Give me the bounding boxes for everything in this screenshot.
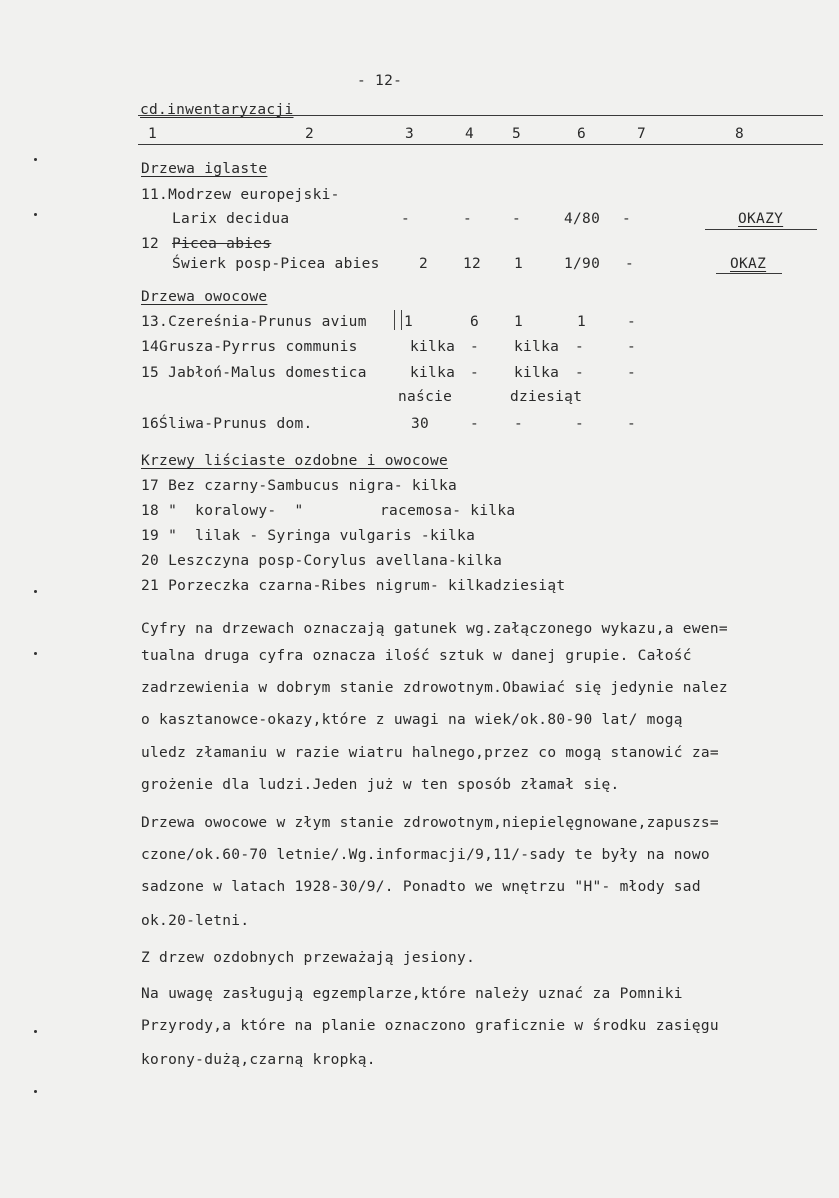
paragraph-line-12: Na uwagę zasługują egzemplarze,które należy uznać za Pomniki [141,986,683,1002]
row-12-struck-text: Picea abies [172,236,272,252]
row-16-col4: - [470,416,480,432]
row-11-latin: Larix decidua [172,211,290,227]
column-number-7: 7 [637,126,647,142]
row-12-col3: 2 [419,256,429,272]
row-12-col4: 12 [463,256,482,272]
row-14-col6: - [575,339,585,355]
margin-dot [34,1030,37,1033]
row-18-species: racemosa- kilka [380,503,516,519]
margin-dot [34,1090,37,1093]
paragraph-line-4: o kasztanowce-okazy,które z uwagi na wiek/ok.80-90 lat/ mogą [141,712,683,728]
margin-dot [34,158,37,161]
row-11-col3: - [401,211,411,227]
paragraph-line-13: Przyrody,a które na planie oznaczono graficznie w środku zasięgu [141,1018,719,1034]
row-21: 21 Porzeczka czarna-Ribes nigrum- kilkadziesiąt [141,578,566,594]
row-12-col7: - [625,256,635,272]
paragraph-line-3: zadrzewienia w dobrym stanie zdrowotnym.Obawiać się jedynie nalez [141,680,728,696]
row-12-col5: 1 [514,256,524,272]
margin-dot [34,652,37,655]
row-15-name: 15 Jabłoń-Malus domestica [141,365,367,381]
paragraph-line-2: tualna druga cyfra oznacza ilość sztuk w danej grupie. Całość [141,648,692,664]
row-13-col6: 1 [577,314,587,330]
column-number-1: 1 [148,126,158,142]
section-heading-fruit-trees: Drzewa owocowe [141,289,268,305]
row-15-col4: - [470,365,480,381]
column-number-4: 4 [465,126,475,142]
column-number-6: 6 [577,126,587,142]
row-11-col8: OKAZY [738,211,784,227]
row-15-col5-continuation: dziesiąt [510,389,583,405]
row-16-col6: - [575,416,585,432]
row-12-underline [716,273,782,274]
page-number: - 12- [357,73,403,89]
row-14-col5: kilka [514,339,560,355]
row-12-col6: 1/90 [564,256,601,272]
row-14-name: 14Grusza-Pyrrus communis [141,339,358,355]
column-number-2: 2 [305,126,315,142]
row-16-col7: - [627,416,637,432]
paragraph-line-10: ok.20-letni. [141,913,250,929]
row-11-col7: - [622,211,632,227]
continuation-heading: cd.inwentaryzacji [140,102,294,118]
paragraph-line-1: Cyfry na drzewach oznaczają gatunek wg.załączonego wykazu,a ewen= [141,621,728,637]
paragraph-line-7: Drzewa owocowe w złym stanie zdrowotnym,niepielęgnowane,zapuszs= [141,815,719,831]
row-16-col5: - [514,416,524,432]
row-13-col5: 1 [514,314,524,330]
row-15-col6: - [575,365,585,381]
row-15-col5: kilka [514,365,560,381]
row-13-col7: - [627,314,637,330]
margin-dot [34,590,37,593]
margin-dot [34,213,37,216]
row-14-col3: kilka [410,339,456,355]
column-number-3: 3 [405,126,415,142]
paragraph-line-9: sadzone w latach 1928-30/9/. Ponadto we wnętrzu "H"- młody sad [141,879,701,895]
row-19: 19 " lilak - Syringa vulgaris -kilka [141,528,476,544]
row-18: 18 " koralowy- " [141,503,304,519]
paragraph-line-11: Z drzew ozdobnych przeważają jesiony. [141,950,476,966]
row-11-col5: - [512,211,522,227]
row-15-col3: kilka [410,365,456,381]
row-17: 17 Bez czarny-Sambucus nigra- kilka [141,478,458,494]
row-14-col7: - [627,339,637,355]
header-rule-top [138,115,823,116]
row-11-name: 11.Modrzew europejski- [141,187,340,203]
row-12-number: 12 [141,236,160,252]
section-heading-conifers: Drzewa iglaste [141,161,268,177]
row-13-col4: 6 [470,314,480,330]
row-16-col3: 30 [411,416,430,432]
row-20: 20 Leszczyna posp-Corylus avellana-kilka [141,553,503,569]
paragraph-line-14: korony-dużą,czarną kropką. [141,1052,376,1068]
row-13-col3: 1 [404,314,414,330]
row-11-col4: - [463,211,473,227]
row-12-name: Świerk posp-Picea abies [172,256,380,272]
paragraph-line-5: uledz złamaniu w razie wiatru halnego,przez co mogą stanowić za= [141,745,719,761]
column-number-5: 5 [512,126,522,142]
row-15-col3-continuation: naście [398,389,453,405]
header-rule-bottom [138,144,823,145]
paragraph-line-8: czone/ok.60-70 letnie/.Wg.informacji/9,11/-sady te były na nowo [141,847,710,863]
row-11-underline [705,229,817,230]
section-heading-shrubs: Krzewy liściaste ozdobne i owocowe [141,453,449,469]
row-16-name: 16Śliwa-Prunus dom. [141,416,313,432]
row-11-col6: 4/80 [564,211,601,227]
column-number-8: 8 [735,126,745,142]
row-15-col7: - [627,365,637,381]
handwritten-bracket-mark [394,310,402,330]
row-14-col4: - [470,339,480,355]
row-12-col8: OKAZ [730,256,767,272]
row-13-name: 13.Czereśnia-Prunus avium [141,314,367,330]
paragraph-line-6: grożenie dla ludzi.Jeden już w ten sposób złamał się. [141,777,620,793]
